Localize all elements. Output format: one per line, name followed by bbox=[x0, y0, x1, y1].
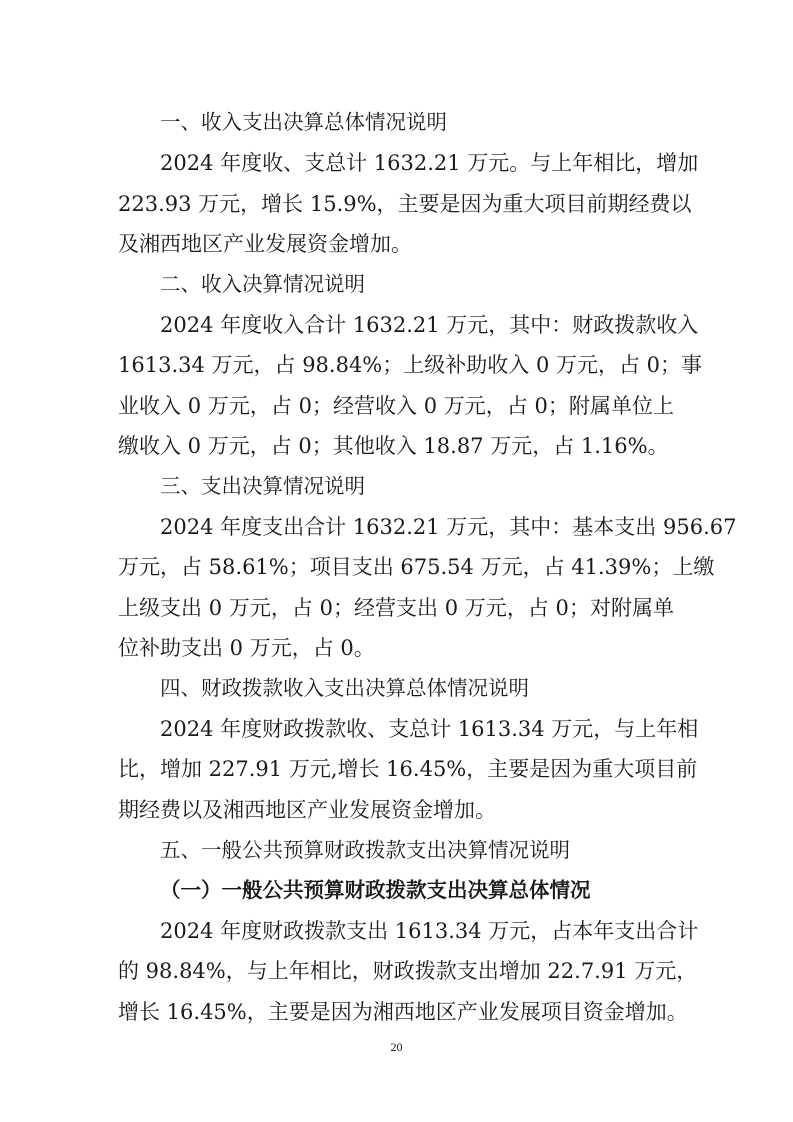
section-2-paragraph-line-2: 1613.34 万元，占 98.84%；上级补助收入 0 万元，占 0；事 bbox=[118, 353, 703, 377]
section-4-paragraph-line-1: 2024 年度财政拨款收、支总计 1613.34 万元，与上年相 bbox=[160, 717, 699, 741]
section-3-paragraph-line-3: 上级支出 0 万元，占 0；经营支出 0 万元，占 0；对附属单 bbox=[118, 596, 674, 620]
section-2-paragraph-line-4: 缴收入 0 万元，占 0；其他收入 18.87 万元，占 1.16%。 bbox=[118, 434, 669, 458]
section-5-paragraph-line-3: 增长 16.45%，主要是因为湘西地区产业发展项目资金增加。 bbox=[118, 1000, 688, 1024]
section-5-heading: 五、一般公共预算财政拨款支出决算情况说明 bbox=[160, 838, 570, 862]
section-3-paragraph-line-4: 位补助支出 0 万元，占 0。 bbox=[118, 636, 375, 660]
section-4-paragraph-line-2: 比，增加 227.91 万元,增长 16.45%，主要是因为重大项目前 bbox=[118, 757, 698, 781]
section-4-heading: 四、财政拨款收入支出决算总体情况说明 bbox=[160, 676, 529, 700]
section-5-subheading: （一）一般公共预算财政拨款支出决算总体情况 bbox=[160, 878, 591, 902]
section-1-heading: 一、收入支出决算总体情况说明 bbox=[160, 110, 447, 134]
page-number: 20 bbox=[390, 1040, 403, 1054]
section-3-heading: 三、支出决算情况说明 bbox=[160, 474, 365, 498]
section-5-paragraph-line-1: 2024 年度财政拨款支出 1613.34 万元，占本年支出合计 bbox=[160, 919, 699, 943]
section-1-paragraph-line-2: 223.93 万元，增长 15.9%，主要是因为重大项目前期经费以 bbox=[118, 192, 692, 216]
section-1-paragraph-line-1: 2024 年度收、支总计 1632.21 万元。与上年相比，增加 bbox=[160, 151, 699, 175]
section-4-paragraph-line-3: 期经费以及湘西地区产业发展资金增加。 bbox=[118, 798, 496, 822]
section-5-paragraph-line-2: 的 98.84%，与上年相比，财政拨款支出增加 22.7.91 万元， bbox=[118, 959, 698, 983]
section-2-paragraph-line-1: 2024 年度收入合计 1632.21 万元，其中：财政拨款收入 bbox=[160, 313, 699, 337]
section-3-paragraph-line-2: 万元，占 58.61%；项目支出 675.54 万元，占 41.39%；上缴 bbox=[118, 555, 715, 579]
section-3-paragraph-line-1: 2024 年度支出合计 1632.21 万元，其中：基本支出 956.67 bbox=[160, 515, 737, 539]
section-1-paragraph-line-3: 及湘西地区产业发展资金增加。 bbox=[118, 232, 412, 256]
section-2-paragraph-line-3: 业收入 0 万元，占 0；经营收入 0 万元，占 0；附属单位上 bbox=[118, 394, 674, 418]
section-2-heading: 二、收入决算情况说明 bbox=[160, 272, 365, 296]
